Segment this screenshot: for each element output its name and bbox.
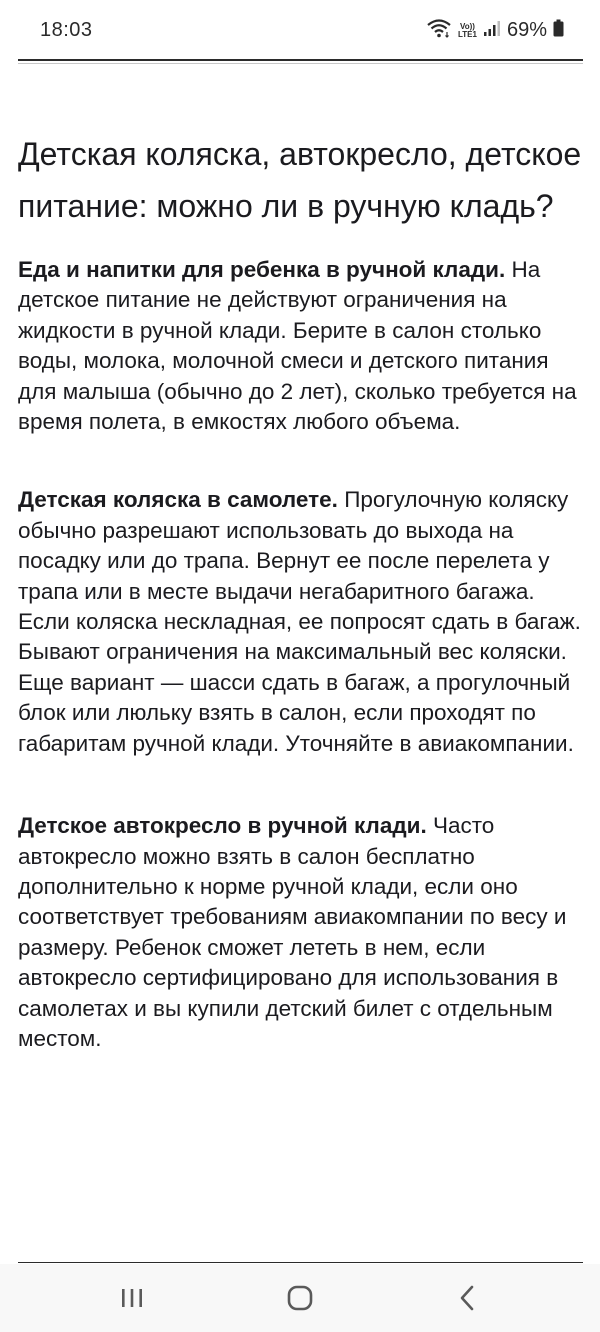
wifi-icon [426, 18, 452, 43]
section-text: Часто автокресло можно взять в салон бесплатно дополнительно к норме ручной клади, если оно соответствует требованиям авиакомпании по весу и размеру. Ребенок сможет лететь в нем, если автокресло сертифицировано для использования в самолетах и вы купили детский билет с отдельным местом. [18, 813, 567, 1051]
article-content [18, 128, 584, 1054]
article-title: Детская коляска, автокресло, детское питание: можно ли в ручную кладь? [18, 136, 582, 224]
section-heading: Детская коляска в самолете. [18, 487, 338, 513]
section-stroller [18, 485, 584, 759]
status-time: 18:03 [40, 19, 93, 41]
section-heading: Детское автокресло в ручной клади. [18, 813, 427, 839]
section-text: Прогулочную коляску обычно разрешают использовать до выхода на посадку или до трапа. Вернут ее после перелета у трапа или в месте выдачи негабаритного багажа. Если коляска нескладная, ее попросят сдать в багаж. Бывают ограничения на максимальный вес коляски. Еще вариант — шасси сдать в багаж, а прогулочный блок или люльку взять в салон, если проходят по габаритам ручной клади. Уточняйте в авиакомпании. [18, 487, 581, 756]
home-icon [286, 1284, 314, 1312]
section-baby-food [18, 255, 584, 437]
top-divider-shadow [18, 63, 583, 64]
home-button[interactable] [280, 1280, 320, 1316]
battery-percent: 69% [506, 19, 547, 41]
battery-icon [553, 19, 564, 42]
section-heading: Еда и напитки для ребенка в ручной клади. [18, 257, 506, 282]
bottom-divider [18, 1262, 583, 1263]
section-text: На детское питание не действуют ограничения на жидкости в ручной клади. Берите в салон столько воды, молока, молочной смеси и детского питания для малыша (обычно до 2 лет), сколько требуется на время полета, в емкостях любого объема. [18, 257, 577, 435]
back-button[interactable] [448, 1280, 488, 1316]
lte-label: Vo)) LTE1 [458, 21, 477, 39]
status-icons [426, 18, 564, 43]
back-icon [458, 1285, 478, 1311]
top-divider [18, 59, 583, 61]
recent-apps-icon [119, 1287, 145, 1309]
signal-icon [483, 19, 501, 42]
status-bar [0, 0, 600, 58]
navigation-bar [0, 1264, 600, 1332]
recent-apps-button[interactable] [112, 1280, 152, 1316]
section-car-seat [18, 811, 584, 1054]
